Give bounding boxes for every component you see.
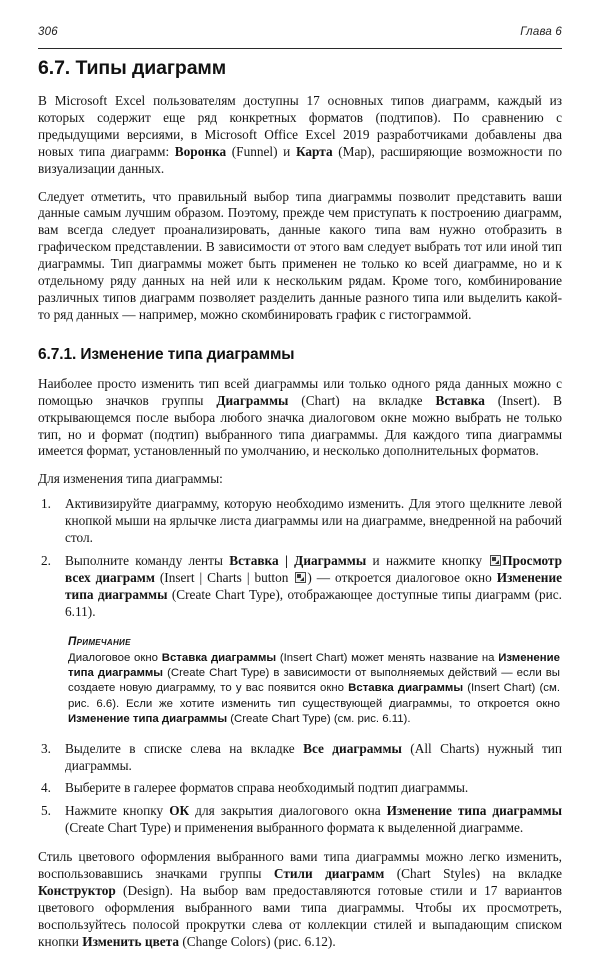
list-marker: 4. <box>41 780 51 796</box>
list-item <box>38 803 562 837</box>
emphasis-text: Конструктор <box>38 882 116 898</box>
paragraph-intro-2 <box>38 189 562 324</box>
body-text: Выполните команду ленты <box>65 552 230 568</box>
body-text: для закрытия диалогового окна <box>189 803 387 819</box>
list-item-text <box>65 741 562 773</box>
body-text: (Change Colors) (рис. 6.12). <box>179 933 336 949</box>
paragraph-steps-lead-in <box>38 471 562 488</box>
body-text: (Insert Chart) может менять название на <box>276 651 499 664</box>
list-item-text <box>65 803 562 835</box>
paragraph-subsection-intro <box>38 376 562 461</box>
emphasis-text: Изменение типа диаграммы <box>68 713 228 726</box>
body-text: (Funnel) и <box>226 143 296 159</box>
body-text: Следует отметить, что правильный выбор типа диаграммы позволит представить ваши данные самым лучшим образом. Поэтому, прежде чем приступать к построению диаграмм, вам всегда следует проанализировать, данные какого типа вам нужно отобразить в графическом представлении. В зависимости от этого вам следует выбрать тот или иной тип диаграммы. Тип диаграммы может быть применен не только ко всей диаграмме, но и к отдельному ряду данных на ней или к нескольким рядам. Кроме того, комбинирование различных типов диаграмм позволяет разделить данные разного типа или выделить какой-то ряд данных — например, можно скомбинировать график с гистограммой. <box>38 188 562 322</box>
list-item <box>38 780 562 797</box>
body-text: (All Charts) нужный тип диаграммы. <box>65 740 562 773</box>
body-text: (Create Chart Type) (см. рис. 6.11). <box>227 713 411 726</box>
body-text: Выберите в галерее форматов справа необходимый подтип диаграммы. <box>65 780 469 796</box>
list-item <box>38 553 562 621</box>
list-marker: 3. <box>41 740 51 756</box>
dialog-launcher-icon <box>490 555 501 566</box>
body-text: В Microsoft Excel пользователям доступны 17 основных типов диаграмм, каждый из которых содержит еще ряд конкретных форматов (подтипов). По сравнению с предыдущими версиями, в Microsoft Office Excel 2019 разработчиками добавлены два новых типа диаграмм: <box>38 93 562 159</box>
note-body <box>68 651 560 728</box>
emphasis-text: Изменение типа диаграммы <box>386 803 563 819</box>
section-heading: 6.7. Типы диаграмм <box>38 57 227 79</box>
steps-list-part-2 <box>38 741 562 838</box>
list-marker: 5. <box>41 803 51 819</box>
emphasis-text: Изменение типа диаграммы <box>65 569 563 602</box>
note-title: Примечание <box>68 634 131 648</box>
emphasis-text: ОК <box>169 803 190 819</box>
dialog-launcher-icon <box>295 572 306 583</box>
body-text: Активизируйте диаграмму, которую необходимо изменить. Для этого щелкните левой кнопкой мыши на ярлычке листа диаграммы или на диаграмме, внедренной на рабочий стол. <box>65 496 562 546</box>
emphasis-text: Вставка | Диаграммы <box>229 552 367 568</box>
list-item-text <box>65 780 468 795</box>
emphasis-text: Диаграммы <box>216 392 289 408</box>
body-text: (Create Chart Type) и применения выбранного формата к выделенной диаграмме. <box>65 820 524 836</box>
page-number: 306 <box>38 26 58 38</box>
chapter-title: Глава 6 <box>520 26 562 38</box>
emphasis-text: Вставка диаграммы <box>348 682 464 695</box>
emphasis-text: Изменение типа диаграммы <box>68 651 560 679</box>
body-text: (Create Chart Type) в зависимости от выполняемых действий — если вы создаете новую диаграмму, то у вас появится окно <box>68 666 560 695</box>
emphasis-text: Воронка <box>174 143 227 159</box>
list-item <box>38 496 562 547</box>
paragraph-intro-1 <box>38 93 562 178</box>
body-text: Нажмите кнопку <box>65 803 170 819</box>
list-marker: 2. <box>41 552 51 568</box>
page-content <box>38 56 562 962</box>
emphasis-text: Все диаграммы <box>303 740 402 756</box>
paragraph-closing <box>38 849 562 950</box>
steps-list-part-1 <box>38 496 562 620</box>
subsection-heading: 6.7.1. Изменение типа диаграммы <box>38 345 295 363</box>
emphasis-text: Вставка <box>435 392 485 408</box>
body-text: (Map), расширяющие возможности по визуализации данных. <box>38 143 562 176</box>
body-text: (Insert Chart) (см. рис. 6.6). Если же хотите изменить тип существующей диаграммы, то откроется окно <box>68 682 560 710</box>
body-text: Стиль цветового оформления выбранного вами типа диаграммы можно легко изменить, воспользовавшись значками группы <box>38 849 562 882</box>
emphasis-text: Изменить цвета <box>82 933 180 949</box>
body-text: и нажмите кнопку <box>366 552 489 568</box>
list-marker: 1. <box>41 496 51 512</box>
emphasis-text: Вставка диаграммы <box>161 651 277 664</box>
body-text: (Insert | Charts | button <box>154 569 294 585</box>
note-block <box>38 634 562 728</box>
body-text: Диалоговое окно <box>68 651 162 664</box>
body-text: (Chart) на вкладке <box>288 392 436 408</box>
body-text: (Design). На выбор вам предоставляются готовые стили и 17 вариантов цветового оформления выбранного вами типа диаграммы. Чтобы их просмотреть, воспользуйтесь полосой прокрутки слева от коллекции стилей и выпадающим списком кнопки <box>38 882 562 949</box>
emphasis-text: Стили диаграмм <box>273 866 385 882</box>
body-text: Для изменения типа диаграммы: <box>38 471 223 487</box>
body-text: ) — откроется диалоговое окно <box>307 569 497 585</box>
running-head <box>38 26 562 49</box>
body-text: Наиболее просто изменить тип всей диаграммы или только одного ряда данных можно с помощью значков группы <box>38 375 562 408</box>
emphasis-text: Карта <box>295 143 333 159</box>
list-item-text <box>65 496 562 545</box>
list-item-text <box>65 553 562 619</box>
body-text: (Create Chart Type), отображающее доступные типы диаграмм (рис. 6.11). <box>65 586 562 619</box>
list-item <box>38 741 562 775</box>
body-text: (Chart Styles) на вкладке <box>384 866 562 882</box>
body-text: Выделите в списке слева на вкладке <box>65 740 304 756</box>
emphasis-text: Просмотр всех диаграмм <box>65 552 563 585</box>
body-text: (Insert). В открывающемся после выбора любого значка диалоговом окне можно выбрать не только тип, но и формат (подтип) выбранного типа диаграммы. Для каждого типа диаграммы имеется формат, установленный по умолчанию, и несколько дополнительных форматов. <box>38 392 562 459</box>
